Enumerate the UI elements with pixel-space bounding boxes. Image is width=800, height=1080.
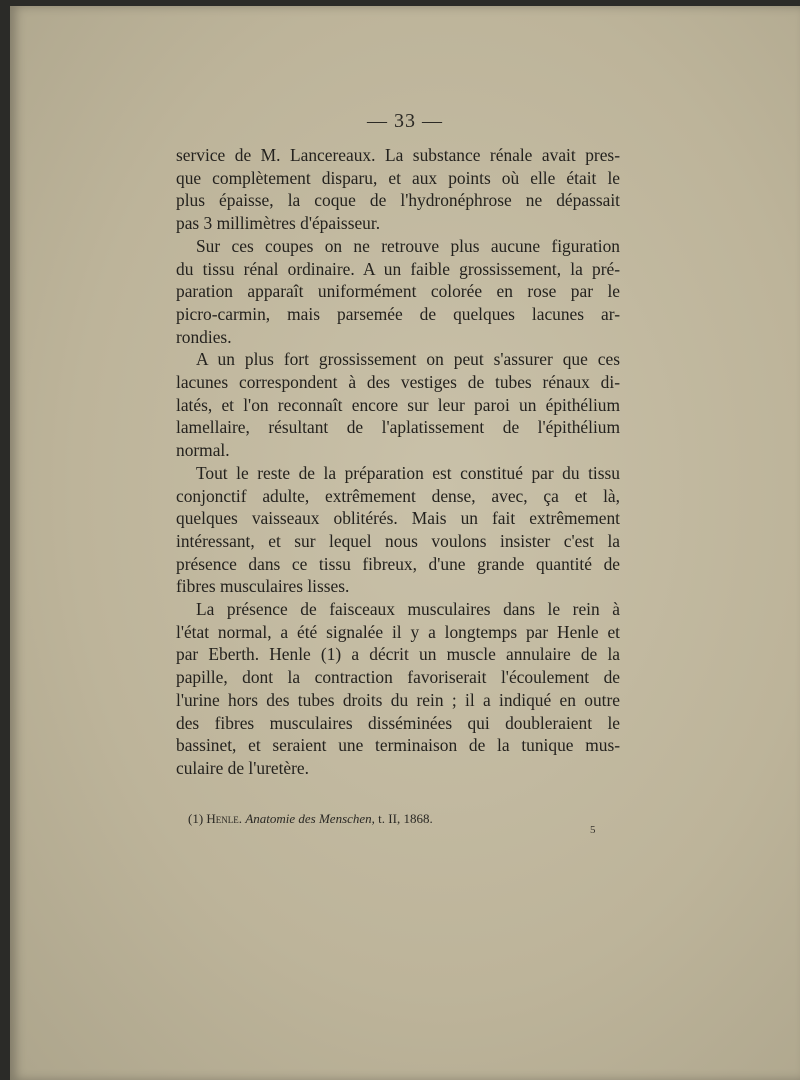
footnote-details: t. II, 1868.	[378, 811, 433, 826]
body-text	[176, 144, 620, 780]
text-line: La présence de faisceaux musculaires dans le rein à	[196, 599, 620, 620]
text-line: fibres musculaires lisses.	[176, 576, 350, 597]
text-line: picro-carmin, mais parsemée de quelques lacunes ar-	[176, 303, 620, 324]
footnote	[188, 811, 433, 827]
paragraph	[176, 348, 620, 462]
text-line: plus épaisse, la coque de l'hydronéphrose ne dépassait	[176, 190, 620, 211]
text-line: normal.	[176, 440, 230, 461]
text-line: papille, dont la contraction favoriserait l'écoulement de	[176, 667, 620, 688]
text-line: présence dans ce tissu fibreux, d'une grande quantité de	[176, 553, 620, 574]
paragraph	[176, 235, 620, 349]
text-line: intéressant, et sur lequel nous voulons insister c'est la	[176, 530, 620, 551]
page-number: — 33 —	[367, 110, 443, 132]
text-line: l'urine hors des tubes droits du rein ; il a indiqué en outre	[176, 689, 620, 710]
text-line: quelques vaisseaux oblitérés. Mais un fait extrêmement	[176, 508, 620, 529]
text-line: Tout le reste de la préparation est constitué par du tissu	[196, 462, 620, 483]
text-line: conjonctif adulte, extrêmement dense, avec, ça et là,	[176, 485, 620, 506]
signature-mark: 5	[590, 824, 596, 836]
text-line: rondies.	[176, 326, 232, 347]
footnote-author: Henle.	[206, 811, 243, 826]
text-line: latés, et l'on reconnaît encore sur leur paroi un épithélium	[176, 394, 620, 415]
text-line: lacunes correspondent à des vestiges de tubes rénaux di-	[176, 372, 620, 393]
paragraph	[176, 598, 620, 780]
text-line: culaire de l'uretère.	[176, 757, 309, 778]
book-page	[10, 6, 800, 1080]
text-line: du tissu rénal ordinaire. A un faible grossissement, la pré-	[176, 258, 620, 279]
text-line: A un plus fort grossissement on peut s'assurer que ces	[196, 349, 620, 370]
footnote-work: Anatomie des Menschen,	[245, 811, 375, 826]
footnote-marker: (1)	[188, 811, 204, 826]
text-line: Sur ces coupes on ne retrouve plus aucune figuration	[196, 235, 620, 256]
text-line: pas 3 millimètres d'épaisseur.	[176, 213, 381, 234]
text-line: des fibres musculaires disséminées qui doubleraient le	[176, 712, 620, 733]
text-line: paration apparaît uniformément colorée en rose par le	[176, 281, 620, 302]
text-line: que complètement disparu, et aux points où elle était le	[176, 167, 620, 188]
text-line: bassinet, et seraient une terminaison de la tunique mus-	[176, 735, 620, 756]
text-line: lamellaire, résultant de l'aplatissement de l'épithélium	[176, 417, 620, 438]
paragraph	[176, 144, 620, 235]
paragraph	[176, 462, 620, 598]
text-line: service de M. Lancereaux. La substance rénale avait pres-	[176, 145, 620, 165]
text-line: par Eberth. Henle (1) a décrit un muscle annulaire de la	[176, 644, 620, 665]
text-line: l'état normal, a été signalée il y a longtemps par Henle et	[176, 621, 620, 642]
